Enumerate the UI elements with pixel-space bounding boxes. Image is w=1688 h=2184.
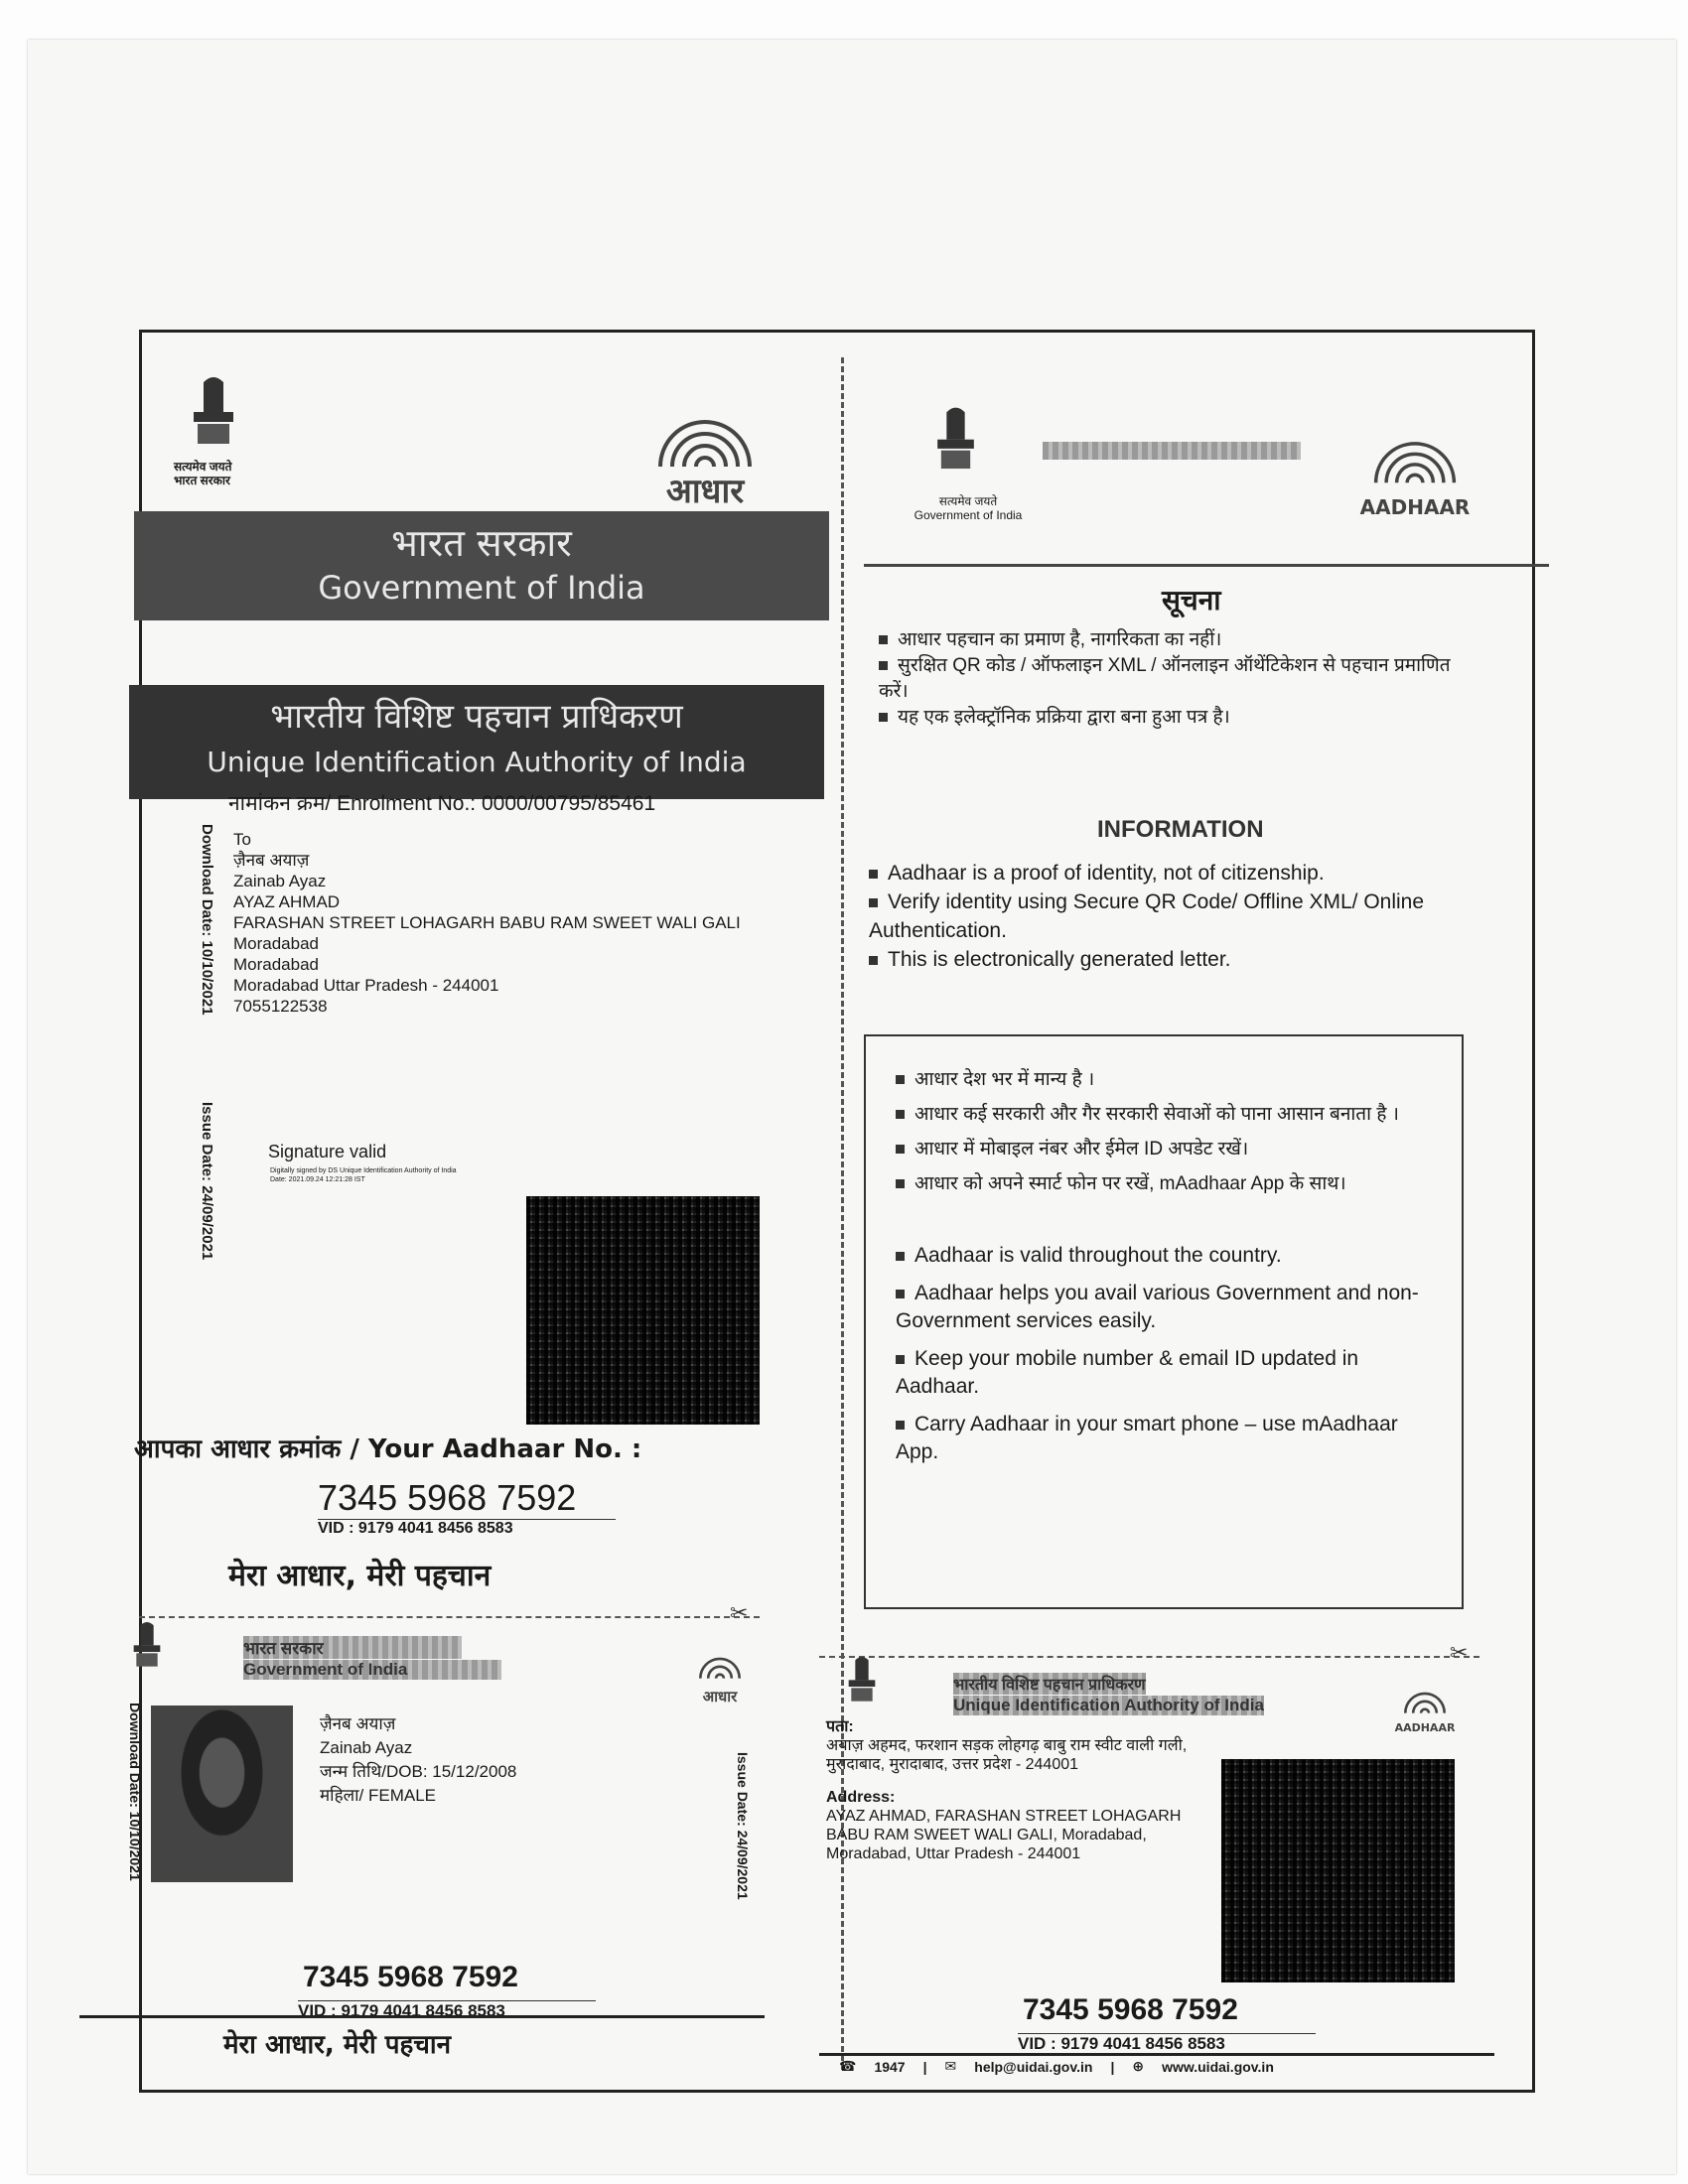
- address-line: FARASHAN STREET LOHAGARH BABU RAM SWEET WALI GALI: [233, 913, 741, 932]
- globe-icon: ⊕: [1132, 2058, 1145, 2074]
- slogan: मेरा आधार, मेरी पहचान: [228, 1559, 492, 1593]
- box-hindi-text: आधार कई सरकारी और गैर सरकारी सेवाओं को पाना आसान बनाता है ।: [914, 1104, 1399, 1125]
- card-vid-number: VID : 9179 4041 8456 8583: [298, 2000, 596, 2021]
- list-item: [896, 1066, 1412, 1093]
- scissors-icon: ✂: [1450, 1640, 1469, 1665]
- signature-details: Digitally signed by DS Unique Identification Authority of India Date: 2021.09.24 12:21:28 IST: [270, 1167, 457, 1183]
- divider-line: [864, 564, 1549, 567]
- holder-dob: जन्म तिथि/DOB: 15/12/2008: [320, 1762, 517, 1781]
- bullet-icon: [896, 1075, 905, 1084]
- card-front-header-english: Government of India: [243, 1660, 501, 1680]
- aadhaar-logo: [626, 397, 784, 512]
- card-download-date: Download Date: 10/10/2021: [127, 1703, 143, 1881]
- address-label-english: Address:: [826, 1789, 896, 1806]
- aadhaar-fingerprint-icon: [631, 397, 779, 477]
- list-item: [869, 859, 1514, 887]
- address-line: 7055122538: [233, 997, 328, 1016]
- website: www.uidai.gov.in: [1162, 2058, 1274, 2075]
- box-hindi-text: आधार में मोबाइल नंबर और ईमेल ID अपडेट रखें।: [914, 1139, 1249, 1160]
- bullet-icon: [896, 1145, 905, 1154]
- card-bottom-line: [79, 2015, 765, 2018]
- holder-name-hindi: ज़ैनब अयाज़: [320, 1714, 396, 1733]
- aadhaar-logo: [1331, 422, 1499, 519]
- aadhaar-fingerprint-icon: [685, 1648, 755, 1683]
- national-emblem-icon: [184, 372, 263, 457]
- bullet-icon: [879, 635, 888, 644]
- list-item: [896, 1411, 1422, 1466]
- info-item-text: Aadhaar is a proof of identity, not of citizenship.: [888, 862, 1325, 885]
- bullet-icon: [879, 713, 888, 722]
- info-box: [864, 1034, 1464, 1609]
- footer-separator: |: [922, 2058, 927, 2075]
- signature-valid: Signature valid: [268, 1142, 387, 1161]
- aadhaar-logo-text: आधार: [702, 1688, 738, 1706]
- list-item: [896, 1280, 1422, 1335]
- footer-separator: |: [1110, 2058, 1115, 2075]
- notice-item-text: सुरक्षित QR कोड / ऑफलाइन XML / ऑनलाइन ऑथेंटिकेशन से पहचान प्रमाणित करें।: [879, 655, 1451, 702]
- emblem-caption: सत्यमेव जयते भारत सरकार: [174, 460, 232, 487]
- list-item: [896, 1345, 1422, 1401]
- card-back-aadhaar-number: 7345 5968 7592: [1023, 1993, 1238, 2026]
- aadhaar-logo-text: AADHAAR: [1394, 1721, 1456, 1734]
- box-hindi-text: आधार देश भर में मान्य है ।: [914, 1069, 1095, 1090]
- info-item-text: Verify identity using Secure QR Code/ Offline XML/ Online Authentication.: [869, 890, 1425, 942]
- government-band-hindi: भारत सरकार: [391, 521, 572, 565]
- list-item: [896, 1136, 1412, 1162]
- card-front-header-hindi: भारत सरकार: [243, 1636, 462, 1659]
- list-item: [896, 1170, 1412, 1197]
- bullet-icon: [896, 1252, 905, 1261]
- bullet-icon: [869, 956, 878, 965]
- bullet-icon: [896, 1179, 905, 1188]
- vid-number: VID : 9179 4041 8456 8583: [318, 1519, 616, 1538]
- address-line: AYAZ AHMAD: [233, 892, 341, 911]
- secure-qr-code: [526, 1196, 760, 1425]
- card-slogan: मेरा आधार, मेरी पहचान: [223, 2030, 452, 2060]
- recipient-address: [233, 829, 741, 1017]
- email-icon: ✉: [944, 2058, 957, 2074]
- aadhaar-number: 7345 5968 7592: [318, 1477, 577, 1518]
- card-back-address: [826, 1717, 1194, 1863]
- holder-gender: महिला/ FEMALE: [320, 1786, 436, 1805]
- aadhaar-logo: [1380, 1683, 1470, 1734]
- cut-line: [819, 1656, 1479, 1658]
- uidai-band-hindi: भारतीय विशिष्ट पहचान प्राधिकरण: [270, 697, 683, 737]
- box-english-text: Aadhaar helps you avail various Government and non-Government services easily.: [896, 1282, 1419, 1332]
- government-band: [134, 511, 829, 620]
- list-item: [869, 945, 1514, 974]
- address-line: Moradabad Uttar Pradesh - 244001: [233, 976, 499, 995]
- address-label-hindi: पता:: [826, 1718, 854, 1735]
- holder-name-english: Zainab Ayaz: [320, 1738, 413, 1757]
- notice-title: सूचना: [1162, 584, 1221, 616]
- enrolment-number: नामांकन क्रम/ Enrolment No.: 0000/00795/85461: [228, 792, 656, 815]
- card-back-bottom-line: [819, 2053, 1494, 2056]
- footer-contact: [839, 2058, 1475, 2075]
- box-english-text: Keep your mobile number & email ID updated in Aadhaar.: [896, 1347, 1359, 1398]
- bullet-icon: [896, 1290, 905, 1298]
- cut-line: [139, 1616, 760, 1618]
- info-box-hindi-list: [896, 1066, 1412, 1197]
- card-back-header-hindi: भारतीय विशिष्ट पहचान प्राधिकरण: [953, 1673, 1146, 1695]
- address-english: AYAZ AHMAD, FARASHAN STREET LOHAGARH BABU RAM SWEET WALI GALI, Moradabad, Moradabad, Uttar Pradesh - 244001: [826, 1808, 1182, 1862]
- aadhaar-logo: [675, 1648, 765, 1706]
- government-band-english: Government of India: [318, 569, 645, 607]
- notice-item-text: यह एक इलेक्ट्रॉनिक प्रक्रिया द्वारा बना हुआ पत्र है।: [898, 707, 1230, 728]
- download-date-vertical: Download Date: 10/10/2021: [199, 824, 215, 1016]
- address-line: ज़ैनब अयाज़: [233, 851, 310, 870]
- notice-item-text: आधार पहचान का प्रमाण है, नागरिकता का नहीं।: [898, 629, 1222, 650]
- card-aadhaar-number: 7345 5968 7592: [303, 1961, 518, 1993]
- card-back-header-english: Unique Identification Authority of India: [953, 1696, 1264, 1714]
- bullet-icon: [869, 898, 878, 907]
- address-line: Moradabad: [233, 955, 320, 974]
- redacted-header: [1043, 442, 1301, 460]
- bullet-icon: [896, 1355, 905, 1364]
- card-issue-date: Issue Date: 24/09/2021: [735, 1752, 751, 1900]
- aadhaar-logo-text: आधार: [665, 472, 745, 511]
- uidai-band: [129, 685, 824, 799]
- bullet-icon: [896, 1421, 905, 1430]
- national-emblem-icon: [842, 1653, 882, 1710]
- aadhaar-fingerprint-icon: [1390, 1683, 1460, 1717]
- list-item: [879, 705, 1475, 731]
- list-item: [869, 887, 1514, 945]
- list-item: [879, 653, 1475, 705]
- box-hindi-text: आधार को अपने स्मार्ट फोन पर रखें, mAadhaar App के साथ।: [914, 1173, 1346, 1194]
- national-emblem-icon: [127, 1618, 167, 1676]
- emblem-caption: सत्यमेव जयते Government of India: [914, 494, 1023, 522]
- card-qr-code: [1221, 1759, 1455, 1982]
- aadhaar-logo-text: AADHAAR: [1359, 495, 1471, 519]
- list-item: [896, 1101, 1412, 1128]
- card-holder-details: [320, 1712, 516, 1808]
- aadhaar-fingerprint-icon: [1340, 422, 1489, 491]
- bullet-icon: [879, 661, 888, 670]
- bullet-icon: [896, 1110, 905, 1119]
- card-back-vid-number: VID : 9179 4041 8456 8583: [1018, 2033, 1316, 2054]
- box-english-text: Carry Aadhaar in your smart phone – use mAadhaar App.: [896, 1413, 1398, 1463]
- holder-photo: [151, 1706, 293, 1882]
- information-list: [869, 859, 1514, 974]
- help-email: help@uidai.gov.in: [974, 2058, 1093, 2075]
- box-english-text: Aadhaar is valid throughout the country.: [914, 1244, 1282, 1267]
- address-hindi: अयाज़ अहमद, फरशान सड़क लोहगढ़ बाबु राम स्वीट वाली गली, मुरादाबाद, मुरादाबाद, उत्तर प्रदेश - 244001: [826, 1737, 1188, 1773]
- uidai-band-english: Unique Identification Authority of India: [207, 746, 747, 778]
- national-emblem-icon: [928, 402, 983, 481]
- bullet-icon: [869, 870, 878, 879]
- notice-list: [879, 627, 1475, 731]
- list-item: [896, 1242, 1422, 1270]
- issue-date-vertical: Issue Date: 24/09/2021: [199, 1102, 215, 1261]
- phone-icon: ☎: [839, 2058, 857, 2074]
- address-line: To: [233, 830, 251, 849]
- list-item: [879, 627, 1475, 653]
- scissors-icon: ✂: [730, 1600, 749, 1625]
- your-aadhaar-label: आपका आधार क्रमांक / Your Aadhaar No. :: [134, 1434, 642, 1464]
- address-line: Moradabad: [233, 934, 320, 953]
- helpline-number: 1947: [874, 2058, 906, 2075]
- information-title: INFORMATION: [1097, 816, 1264, 843]
- info-box-english-list: [896, 1242, 1422, 1466]
- address-line: Zainab Ayaz: [233, 872, 327, 890]
- info-item-text: This is electronically generated letter.: [888, 948, 1231, 971]
